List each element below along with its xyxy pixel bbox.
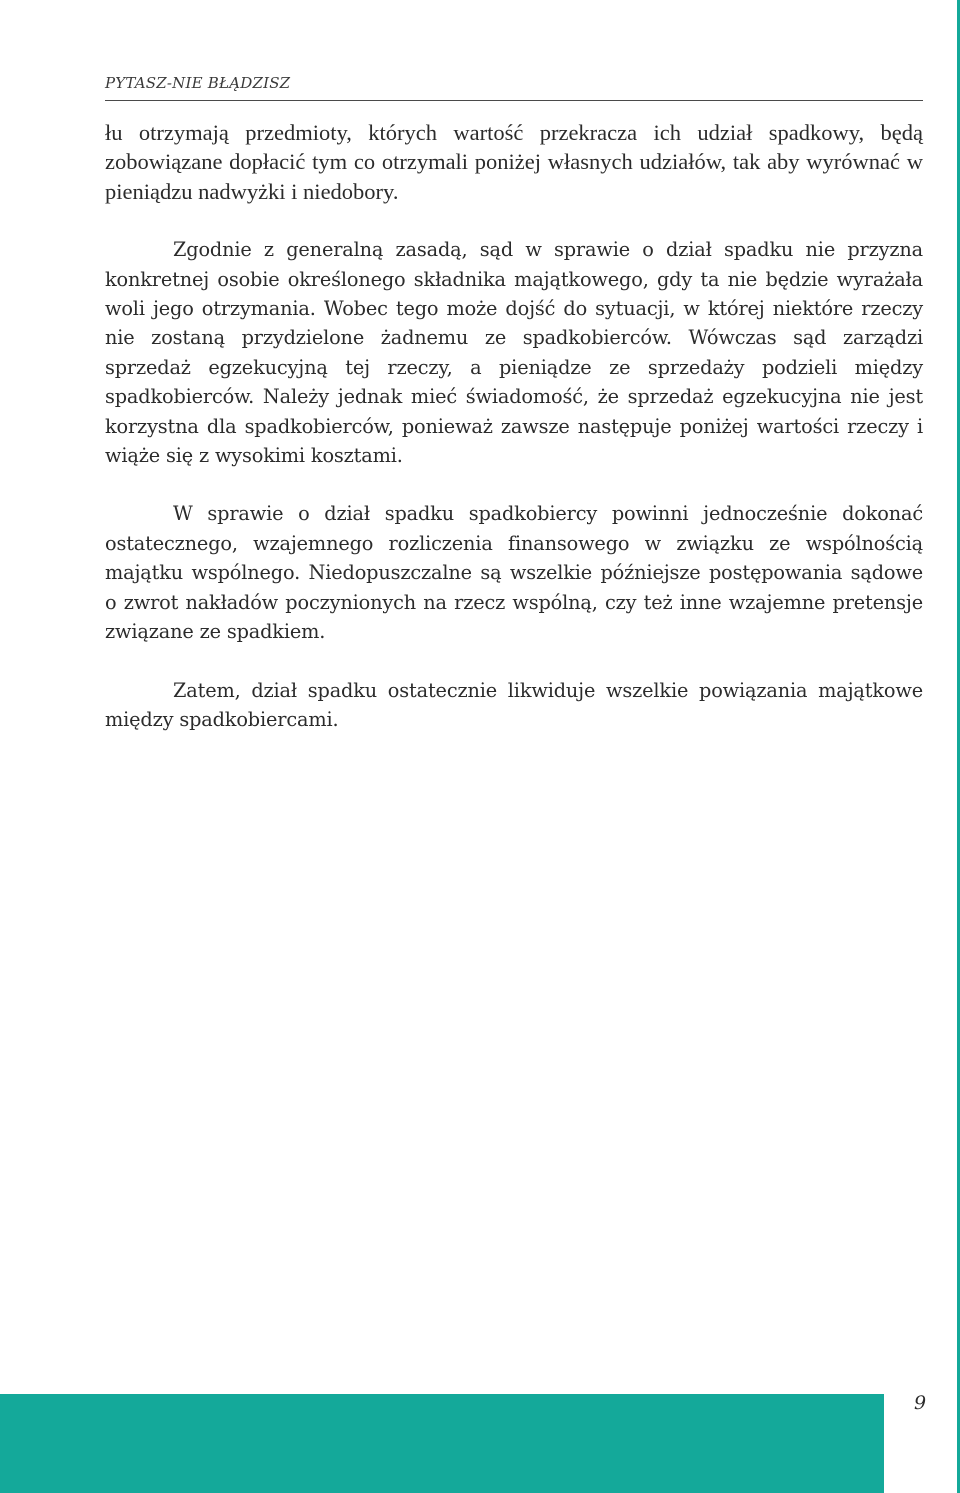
- running-header: [105, 72, 923, 101]
- paragraph-3: W sprawie o dział spadku spadkobiercy powinni jednocześnie dokonać ostatecznego, wzajemnego rozliczenia finansowego w związku ze wspólnością majątku wspólnego. Niedopuszczalne są wszelkie późniejsze postępowania sądowe o zwrot nakładów poczynionych na rzecz wspólną, czy też inne wzajemne pretensje związane ze spadkiem.: [105, 502, 923, 644]
- running-header-title: PYTASZ-NIE BŁĄDZISZ: [105, 74, 291, 92]
- paragraph-4: Zatem, dział spadku ostatecznie likwiduje wszelkie powiązania majątkowe między spadkobiercami.: [105, 678, 923, 731]
- footer-color-band: [0, 1394, 884, 1493]
- paragraph-1: łu otrzymają przedmioty, których wartość przekracza ich udział spadkowy, będą zobowiązane dopłacić tym co otrzymali poniżej własnych udziałów, tak aby wyrównać w pieniądzu nadwyżki i niedobory.: [105, 120, 923, 204]
- page-number: 9: [913, 1392, 927, 1414]
- page-body: [105, 118, 923, 763]
- paragraph-2: Zgodnie z generalną zasadą, sąd w sprawie o dział spadku nie przyzna konkretnej osobie określonego składnika majątkowego, gdy ta nie będzie wyrażała woli jego otrzymania. Wobec tego może dojść do sytuacji, w której niektóre rzeczy nie zostaną przydzielone żadnemu ze spadkobierców. Wówczas sąd zarządzi sprzedaż egzekucyjną tej rzeczy, a pieniądze ze sprzedaży podzieli między spadkobierców. Należy jednak mieć świadomość, że sprzedaż egzekucyjna nie jest korzystna dla spadkobierców, ponieważ zawsze następuje poniżej wartości rzeczy i wiąże się z wysokimi kosztami.: [105, 238, 923, 468]
